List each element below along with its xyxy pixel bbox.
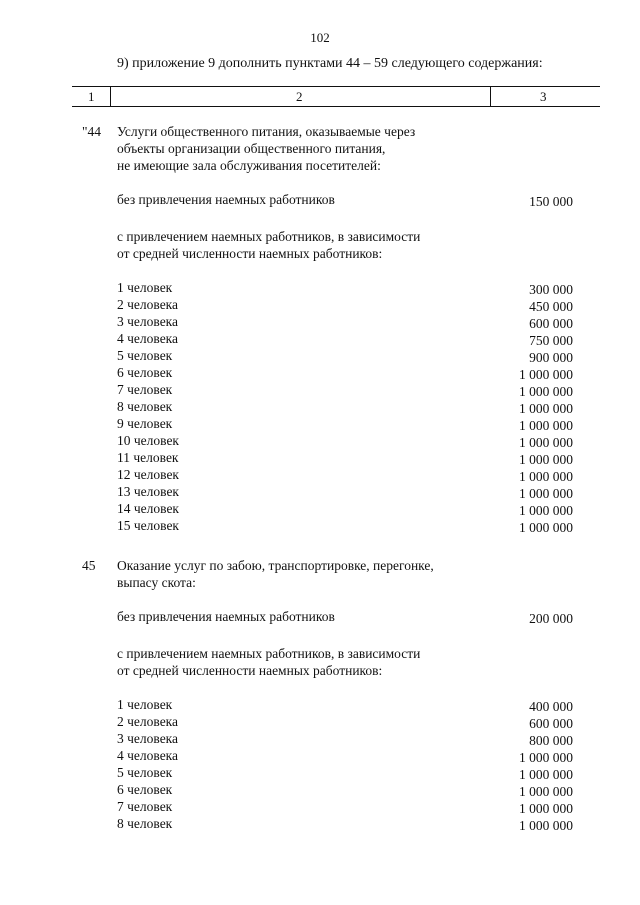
row-label: 12 человек bbox=[117, 467, 179, 482]
row-label: 8 человек bbox=[117, 399, 173, 414]
section-title-line: Услуги общественного питания, оказываемые через bbox=[117, 124, 416, 139]
row-label: 9 человек bbox=[117, 416, 173, 431]
row-value: 1 000 000 bbox=[519, 384, 573, 399]
row-label: 4 человека bbox=[117, 331, 179, 346]
row-label: 11 человек bbox=[117, 450, 179, 465]
row-label: 14 человек bbox=[117, 501, 179, 516]
header-rule-top bbox=[72, 86, 600, 87]
row-label: 1 человек bbox=[117, 280, 173, 295]
header-divider bbox=[490, 86, 491, 106]
hire-description-line: с привлечением наемных работников, в зависимости bbox=[117, 646, 421, 661]
hire-description-line: с привлечением наемных работников, в зависимости bbox=[117, 229, 421, 244]
row-value: 1 000 000 bbox=[519, 367, 573, 382]
row-label: 6 человек bbox=[117, 782, 173, 797]
row-label: 13 человек bbox=[117, 484, 179, 499]
row-value: 1 000 000 bbox=[519, 469, 573, 484]
row-value: 900 000 bbox=[529, 350, 573, 365]
section-title-line: выпасу скота: bbox=[117, 575, 196, 590]
header-col-2: 2 bbox=[296, 89, 303, 104]
page-number: 102 bbox=[310, 30, 330, 45]
hire-description-line: от средней численности наемных работников: bbox=[117, 246, 383, 261]
row-value: 750 000 bbox=[529, 333, 573, 348]
hire-description-line: от средней численности наемных работников: bbox=[117, 663, 383, 678]
row-label: 5 человек bbox=[117, 765, 173, 780]
section-number: "44 bbox=[82, 124, 102, 139]
row-value: 450 000 bbox=[529, 299, 573, 314]
row-label: 7 человек bbox=[117, 799, 173, 814]
row-value: 600 000 bbox=[529, 316, 573, 331]
row-label: 3 человека bbox=[117, 731, 179, 746]
row-label: 10 человек bbox=[117, 433, 179, 448]
row-value: 800 000 bbox=[529, 733, 573, 748]
row-label: 6 человек bbox=[117, 365, 173, 380]
row-label: 2 человека bbox=[117, 714, 179, 729]
row-value: 1 000 000 bbox=[519, 503, 573, 518]
no-hire-value: 200 000 bbox=[529, 611, 573, 626]
row-value: 1 000 000 bbox=[519, 452, 573, 467]
header-col-1: 1 bbox=[88, 89, 95, 104]
row-value: 300 000 bbox=[529, 282, 573, 297]
row-value: 1 000 000 bbox=[519, 784, 573, 799]
no-hire-label: без привлечения наемных работников bbox=[117, 192, 335, 207]
row-label: 3 человека bbox=[117, 314, 179, 329]
row-value: 1 000 000 bbox=[519, 520, 573, 535]
row-value: 1 000 000 bbox=[519, 818, 573, 833]
row-label: 1 человек bbox=[117, 697, 173, 712]
row-value: 1 000 000 bbox=[519, 435, 573, 450]
row-value: 1 000 000 bbox=[519, 486, 573, 501]
no-hire-value: 150 000 bbox=[529, 194, 573, 209]
no-hire-label: без привлечения наемных работников bbox=[117, 609, 335, 624]
section-number: 45 bbox=[82, 558, 96, 573]
row-label: 7 человек bbox=[117, 382, 173, 397]
row-value: 1 000 000 bbox=[519, 750, 573, 765]
row-label: 15 человек bbox=[117, 518, 179, 533]
row-label: 8 человек bbox=[117, 816, 173, 831]
row-value: 1 000 000 bbox=[519, 767, 573, 782]
header-divider bbox=[110, 86, 111, 106]
row-value: 1 000 000 bbox=[519, 401, 573, 416]
row-value: 400 000 bbox=[529, 699, 573, 714]
section-title-line: объекты организации общественного питания, bbox=[117, 141, 386, 156]
row-value: 1 000 000 bbox=[519, 418, 573, 433]
section-title-line: не имеющие зала обслуживания посетителей: bbox=[117, 158, 381, 173]
header-col-3: 3 bbox=[540, 89, 547, 104]
row-label: 4 человека bbox=[117, 748, 179, 763]
row-value: 600 000 bbox=[529, 716, 573, 731]
row-label: 5 человек bbox=[117, 348, 173, 363]
header-rule-bottom bbox=[72, 106, 600, 107]
row-value: 1 000 000 bbox=[519, 801, 573, 816]
row-label: 2 человека bbox=[117, 297, 179, 312]
section-title-line: Оказание услуг по забою, транспортировке, перегонке, bbox=[117, 558, 434, 573]
intro-text: 9) приложение 9 дополнить пунктами 44 – 59 следующего содержания: bbox=[117, 56, 543, 71]
